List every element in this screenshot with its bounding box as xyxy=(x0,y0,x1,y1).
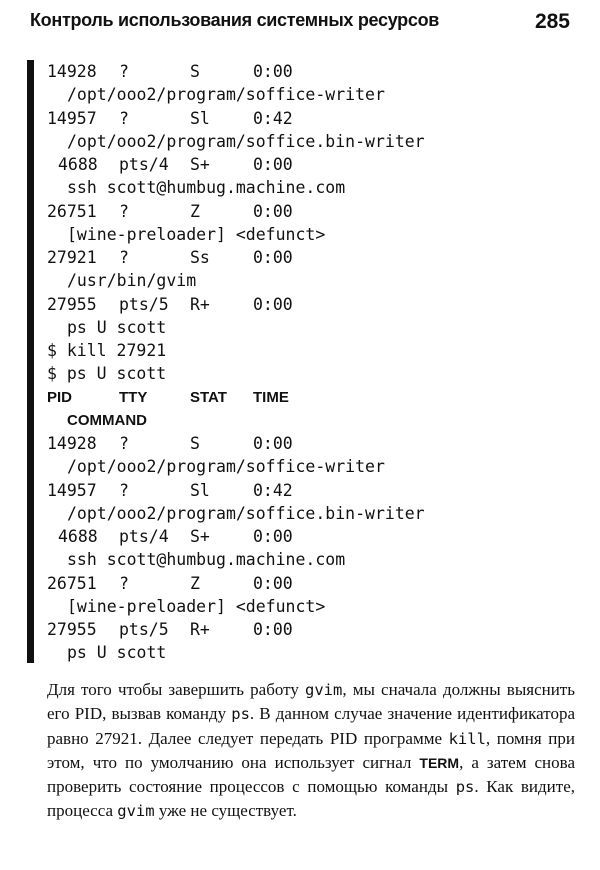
stat-cell: S+ xyxy=(190,527,210,546)
paragraph-text xyxy=(47,678,575,824)
prompt-line xyxy=(47,339,567,362)
command-cell: ssh scott@humbug.machine.com xyxy=(67,178,346,198)
pid-cell: 4688 xyxy=(58,155,98,174)
pid-cell: 27955 xyxy=(47,620,97,639)
command-cell: [wine-preloader] <defunct> xyxy=(67,224,326,244)
tty-cell: pts/5 xyxy=(119,294,169,314)
pid-cell: 26751 xyxy=(47,201,97,221)
command-cell: /opt/ooo2/program/soffice.bin-writer xyxy=(67,131,425,151)
text-run: , помня при этом, что по умолчанию она использует сигнал xyxy=(47,728,575,772)
stat-cell: S+ xyxy=(190,155,210,174)
command-cell: ssh scott@humbug.machine.com xyxy=(67,550,346,570)
stat-cell: S xyxy=(190,62,200,81)
process-row xyxy=(47,200,567,223)
pid-cell: 4688 xyxy=(58,527,98,546)
column-header-row xyxy=(47,409,567,432)
code-margin-bar xyxy=(27,60,34,663)
stat-header: STAT xyxy=(190,388,227,406)
text-run: . В данном случае значение идентификатора равно 27921. Далее следует передать PID программе xyxy=(47,704,575,748)
command-cell: /opt/ooo2/program/soffice-writer xyxy=(67,457,385,477)
pid-header: PID xyxy=(47,388,73,406)
tty-cell: ? xyxy=(119,201,129,221)
prompt-line xyxy=(47,362,567,385)
text-run: . Как видите, процесса xyxy=(47,777,575,821)
pid-cell: 14928 xyxy=(47,62,97,81)
process-row xyxy=(47,107,567,130)
command-row xyxy=(47,223,567,246)
time-cell: 0:42 xyxy=(253,108,293,128)
process-row xyxy=(47,432,567,455)
tty-cell: ? xyxy=(119,573,129,593)
command-row xyxy=(47,176,567,199)
time-cell: 0:00 xyxy=(253,155,293,174)
command-cell: ps U scott xyxy=(67,643,167,663)
terminal-listing xyxy=(47,60,567,665)
time-cell: 0:42 xyxy=(253,480,293,500)
running-header xyxy=(30,10,570,38)
time-cell: 0:00 xyxy=(253,527,293,546)
pid-cell: 14957 xyxy=(47,480,97,500)
inline-code: ps xyxy=(231,705,250,724)
text-run: , мы сначала должны выяснить его PID, вызвав команду xyxy=(47,680,575,724)
column-header-row xyxy=(47,386,567,409)
stat-cell: Ss xyxy=(190,248,210,267)
command-row xyxy=(47,502,567,525)
command-row xyxy=(47,455,567,478)
pid-cell: 27921 xyxy=(47,248,97,267)
process-row xyxy=(47,618,567,641)
inline-code: gvim xyxy=(305,681,343,699)
text-run: Для того чтобы завершить работу xyxy=(47,680,305,699)
pid-cell: 14957 xyxy=(47,108,97,128)
process-row xyxy=(47,525,567,548)
stat-cell: S xyxy=(190,434,200,453)
time-cell: 0:00 xyxy=(253,62,293,81)
text-run: уже не существует. xyxy=(154,801,297,821)
tty-cell: ? xyxy=(119,62,129,81)
command-row xyxy=(47,83,567,106)
tty-cell: pts/5 xyxy=(119,620,169,639)
time-header: TIME xyxy=(253,388,289,406)
pid-cell: 14928 xyxy=(47,434,97,453)
tty-header: TTY xyxy=(119,388,148,406)
process-row xyxy=(47,479,567,502)
command-cell: [wine-preloader] <defunct> xyxy=(67,596,326,616)
stat-cell: R+ xyxy=(190,294,210,314)
stat-cell: Z xyxy=(190,201,200,221)
time-cell: 0:00 xyxy=(253,620,293,639)
process-row xyxy=(47,153,567,176)
pid-cell: 26751 xyxy=(47,573,97,593)
pid-cell: 27955 xyxy=(47,294,97,314)
command-header: COMMAND xyxy=(67,411,147,429)
tty-cell: ? xyxy=(119,248,129,267)
time-cell: 0:00 xyxy=(253,294,293,314)
command-row xyxy=(47,548,567,571)
stat-cell: Z xyxy=(190,573,200,593)
inline-code: kill xyxy=(448,729,486,748)
chapter-title: Контроль использования системных ресурсов xyxy=(30,10,440,30)
command-row xyxy=(47,269,567,292)
command-cell: /opt/ooo2/program/soffice.bin-writer xyxy=(67,503,425,523)
tty-cell: pts/4 xyxy=(119,527,169,546)
inline-code: ps xyxy=(455,778,475,796)
stat-cell: Sl xyxy=(190,108,210,128)
command-cell: /opt/ooo2/program/soffice-writer xyxy=(67,85,385,105)
tty-cell: ? xyxy=(119,480,129,500)
stat-cell: Sl xyxy=(190,480,210,500)
process-row xyxy=(47,60,567,83)
tty-cell: pts/4 xyxy=(119,155,169,174)
command-row xyxy=(47,130,567,153)
stat-cell: R+ xyxy=(190,620,210,639)
command-row xyxy=(47,641,567,664)
page-number: 285 xyxy=(534,10,570,33)
process-row xyxy=(47,293,567,316)
command-row xyxy=(47,316,567,339)
command-cell: /usr/bin/gvim xyxy=(67,271,197,291)
shell-command: $ ps U scott xyxy=(47,364,167,384)
process-row xyxy=(47,246,567,269)
time-cell: 0:00 xyxy=(253,434,293,453)
process-row xyxy=(47,572,567,595)
command-row xyxy=(47,595,567,618)
time-cell: 0:00 xyxy=(253,573,293,593)
body-paragraph xyxy=(47,678,575,824)
inline-code: gvim xyxy=(117,802,155,821)
time-cell: 0:00 xyxy=(253,201,293,221)
tty-cell: ? xyxy=(119,108,129,128)
command-cell: ps U scott xyxy=(67,317,167,337)
time-cell: 0:00 xyxy=(253,248,293,267)
tty-cell: ? xyxy=(119,434,129,453)
text-run: , а затем снова проверить состояние процессов с помощью команды xyxy=(47,752,575,796)
signal-name: TERM xyxy=(419,754,460,771)
shell-command: $ kill 27921 xyxy=(47,341,167,360)
